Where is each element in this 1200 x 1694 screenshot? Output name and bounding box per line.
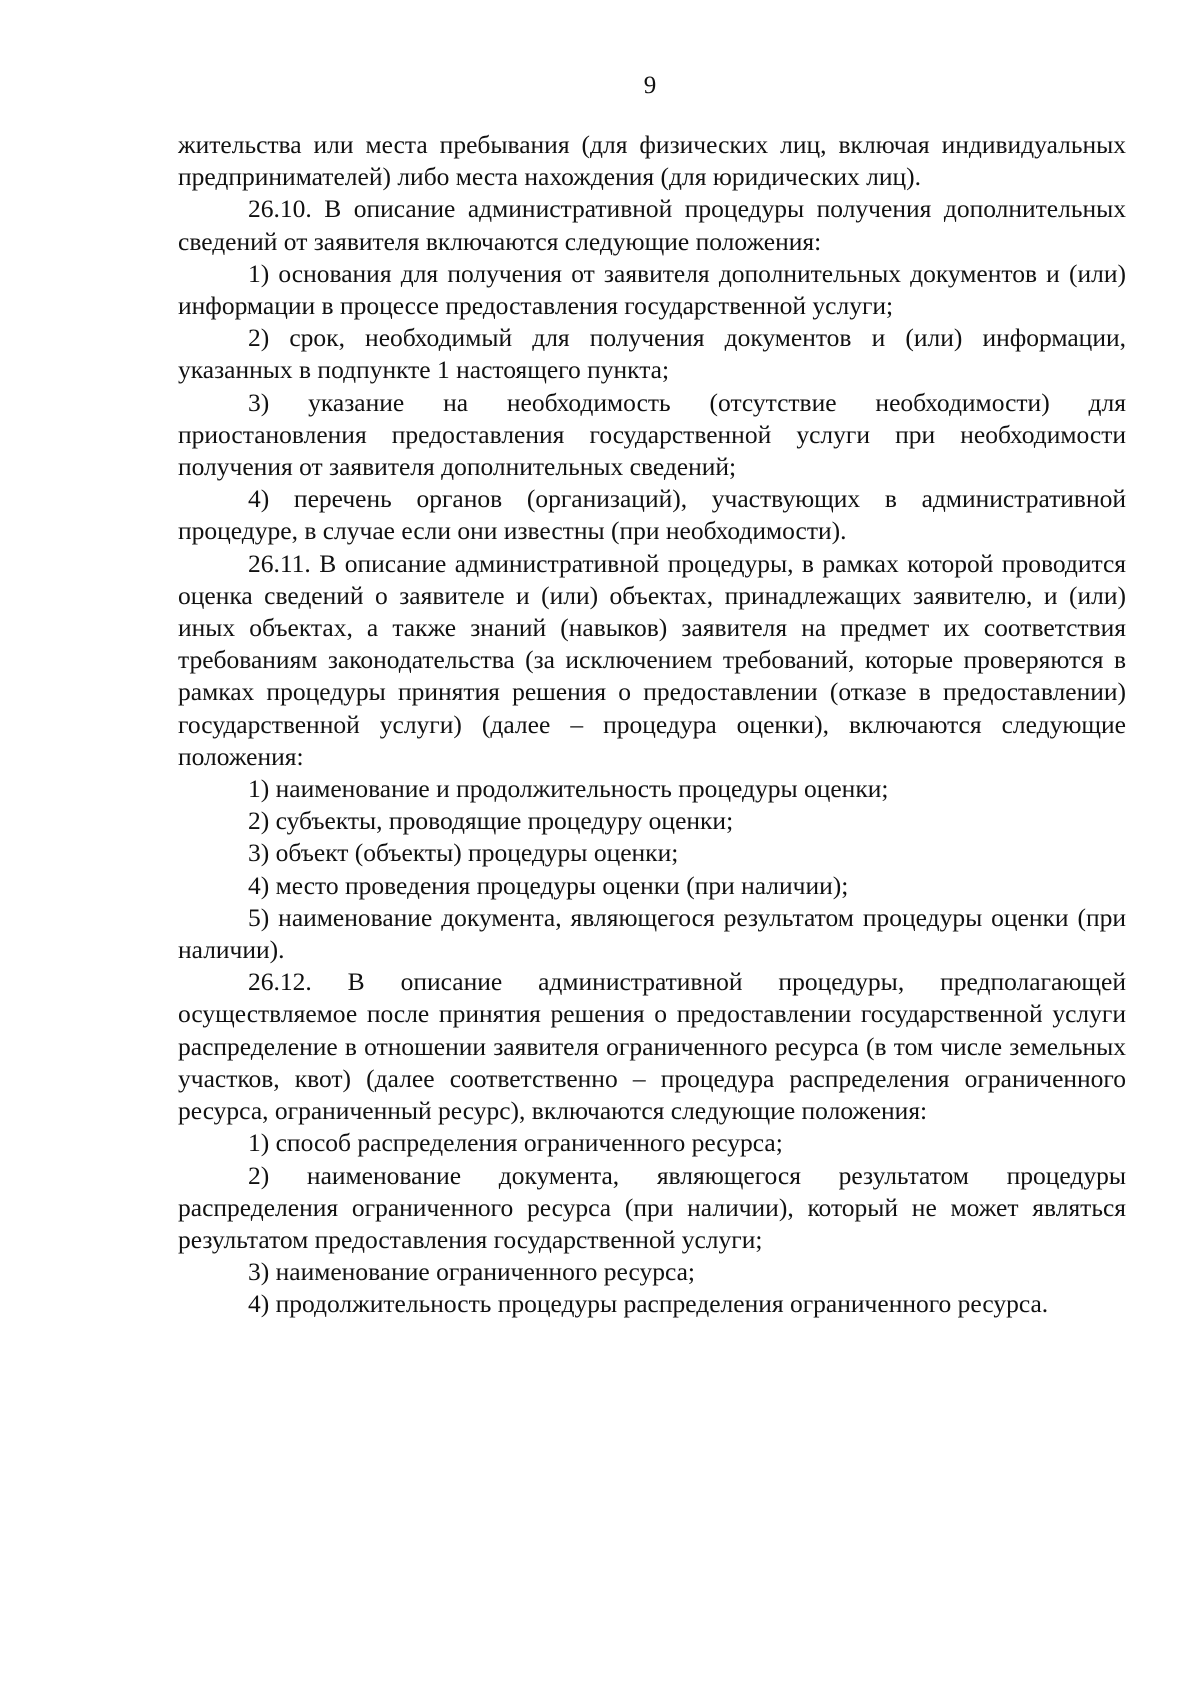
list-item-26-11-5: 5) наименование документа, являющегося результатом процедуры оценки (при наличии).	[178, 902, 1126, 965]
page-number: 9	[643, 72, 657, 99]
paragraph-26-12: 26.12. В описание административной процедуры, предполагающей осуществляемое после принятия решения о предоставлении государственной услуги распределение в отношении заявителя ограниченного ресурса (в том числе земельных участков, квот) (далее соответственно – процедура распределения ограниченного ресурса, ограниченный ресурс), включаются следующие положения:	[178, 967, 1126, 1126]
list-item-26-12-2: 2) наименование документа, являющегося результатом процедуры распределения ограниченного ресурса (при наличии), который не может являться результатом предоставления государственной услуги;	[178, 1160, 1126, 1254]
list-item-26-11-3: 3) объект (объекты) процедуры оценки;	[248, 838, 679, 868]
list-item-26-12-4: 4) продолжительность процедуры распределения ограниченного ресурса.	[248, 1289, 1049, 1319]
list-item-26-12-1: 1) способ распределения ограниченного ресурса;	[248, 1128, 783, 1158]
paragraph-continuation: жительства или места пребывания (для физических лиц, включая индивидуальных предпринимателей) либо места нахождения (для юридических лиц).	[178, 130, 1126, 192]
list-item-26-11-2: 2) субъекты, проводящие процедуру оценки;	[248, 806, 734, 836]
list-item-26-12-3: 3) наименование ограниченного ресурса;	[248, 1257, 696, 1287]
list-item-26-10-4: 4) перечень органов (организаций), участвующих в административной процедуре, в случае если они известны (при необходимости).	[178, 484, 1126, 546]
list-item-26-11-4: 4) место проведения процедуры оценки (при наличии);	[248, 870, 849, 900]
list-item-26-11-1: 1) наименование и продолжительность процедуры оценки;	[248, 774, 889, 804]
document-body	[178, 129, 1126, 1321]
list-item-26-10-3: 3) указание на необходимость (отсутствие необходимости) для приостановления предоставления государственной услуги при необходимости получения от заявителя дополнительных сведений;	[178, 387, 1126, 482]
paragraph-26-10: 26.10. В описание административной процедуры получения дополнительных сведений от заявителя включаются следующие положения:	[178, 194, 1126, 256]
list-item-26-10-2: 2) срок, необходимый для получения документов и (или) информации, указанных в подпункте 1 настоящего пункта;	[178, 323, 1126, 385]
list-item-26-10-1: 1) основания для получения от заявителя дополнительных документов и (или) информации в процессе предоставления государственной услуги;	[178, 258, 1126, 321]
paragraph-26-11: 26.11. В описание административной процедуры, в рамках которой проводится оценка сведений о заявителе и (или) объектах, принадлежащих заявителю, и (или) иных объектах, а также знаний (навыков) заявителя на предмет их соответствия требованиям законодательства (за исключением требований, которые проверяются в рамках процедуры принятия решения о предоставлении (отказе в предоставлении) государственной услуги) (далее – процедура оценки), включаются следующие положения:	[178, 548, 1126, 771]
